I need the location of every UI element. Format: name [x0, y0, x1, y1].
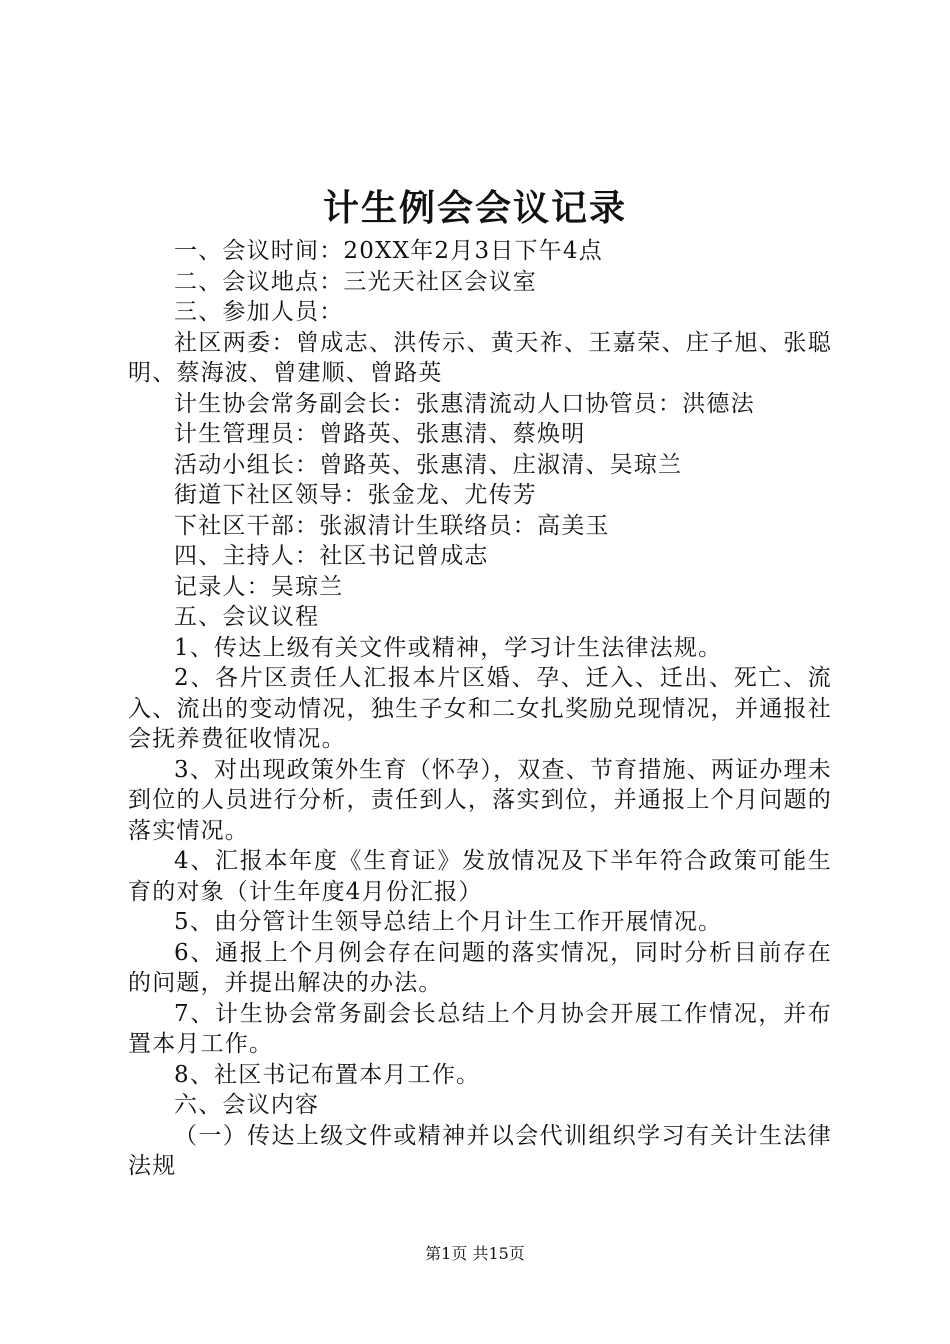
paragraph-agenda-item-5: 5、由分管计生领导总结上个月计生工作开展情况。	[174, 909, 723, 935]
paragraph-meeting-location: 二、会议地点：三光天社区会议室	[174, 268, 537, 295]
paragraph-association-vice-president: 计生协会常务副会长：张惠清流动人口协管员：洪德法	[174, 390, 755, 417]
paragraph-community-cadres: 下社区干部：张淑清计生联络员：高美玉	[174, 512, 610, 539]
document-body	[128, 236, 832, 1182]
paragraph-agenda-item-1: 1、传达上级有关文件或精神，学习计生法律法规。	[174, 634, 723, 661]
paragraph-agenda-item-8: 8、社区书记布置本月工作。	[174, 1061, 481, 1088]
paragraph-agenda-item-7: 7、计生协会常务副会长总结上个月协会开展工作情况，并布置本月工作。	[128, 1000, 832, 1057]
paragraph-agenda-item-2: 2、各片区责任人汇报本片区婚、孕、迁入、迁出、死亡、流入、流出的变动情况，独生子女和二女扎奖励兑现情况，并通报社会抚养费征收情况。	[128, 665, 832, 752]
paragraph-agenda-item-4: 4、汇报本年度《生育证》发放情况及下半年符合政策可能生育的对象（计生年度4月份汇报）	[128, 848, 832, 905]
paragraph-agenda-item-6: 6、通报上个月例会存在问题的落实情况，同时分析目前存在的问题，并提出解决的办法。	[128, 939, 832, 996]
paragraph-meeting-time: 一、会议时间：20XX年2月3日下午4点	[174, 238, 603, 264]
document-title: 计生例会会议记录	[322, 187, 627, 229]
paragraph-host: 四、主持人：社区书记曾成志	[174, 543, 489, 569]
paragraph-content-heading: 六、会议内容	[174, 1092, 320, 1118]
paragraph-agenda-heading: 五、会议议程	[174, 604, 320, 630]
paragraph-street-leaders: 街道下社区领导：张金龙、尤传芳	[174, 482, 537, 508]
page-number: 第1页 共15页	[425, 1244, 525, 1263]
paragraph-group-leaders: 活动小组长：曾路英、张惠清、庄淑清、吴琼兰	[174, 451, 683, 478]
paragraph-family-planning-managers: 计生管理员：曾路英、张惠清、蔡焕明	[174, 421, 586, 447]
paragraph-content-item-1: （一）传达上级文件或精神并以会代训组织学习有关计生法律法规	[128, 1122, 832, 1179]
paragraph-recorder: 记录人：吴琼兰	[174, 573, 344, 600]
paragraph-attendees-heading: 三、参加人员：	[174, 299, 344, 325]
paragraph-community-committee: 社区两委：曾成志、洪传示、黄天祚、王嘉荣、庄子旭、张聪明、蔡海波、曾建顺、曾路英	[128, 329, 832, 386]
paragraph-agenda-item-3: 3、对出现政策外生育（怀孕），双查、节育措施、两证办理未到位的人员进行分析，责任到人，落实到位，并通报上个月问题的落实情况。	[128, 756, 832, 844]
